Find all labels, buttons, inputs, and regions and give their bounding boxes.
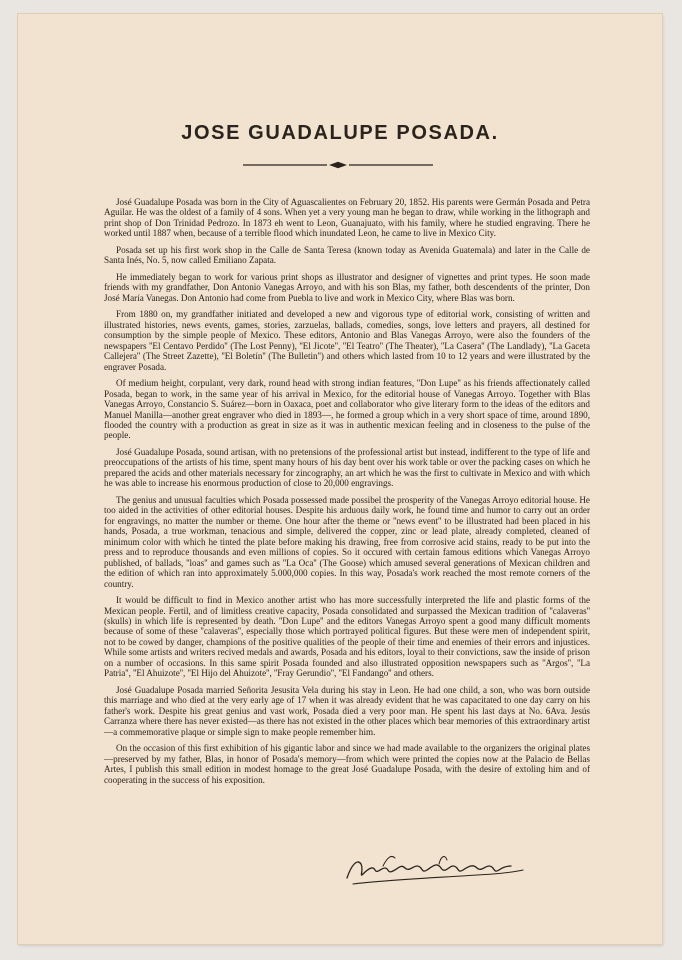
paragraph: Posada set up his first work shop in the Calle de Santa Teresa (known today as Avenida Guatemala) and later in the Calle de Santa Inés, No. 5, now called Emiliano Zapata. [104, 244, 590, 266]
paragraph: Of medium height, corpulant, very dark, round head with strong indian features, ''Don Lupe'' as his friends affectionately called Posada, began to work, in the same year of his arrival in Mexico, for the editorial house of Vanegas Arroyo. Together with Blas Vanegas Arroyo, Constancio S. Suárez—born in Oaxaca, poet and collaborator who give literary form to the ideas of the editors and Manuel Manilla—another great engraver who died in 1893—, he formed a group which in a very short space of time, around 1890, flooded the country with a production as great in size as it was in authentic mexican feeling and in closeness to the pulse of the people. [104, 378, 590, 441]
paragraph: On the occasion of this first exhibition of his gigantic labor and since we had made available to the organizers the original plates—preserved by my father, Blas, in honor of Posada's memory—from which were printed the copies now at the Palacio de Bellas Artes, I publish this small edition in modest homage to the great José Guadalupe Posada, with the desire of extoling him and of cooperating in the success of his exposition. [104, 743, 590, 785]
document-title: JOSE GUADALUPE POSADA. [181, 122, 499, 144]
paragraph: José Guadalupe Posada, sound artisan, with no pretensions of the professional artist but instead, indifferent to the type of life and preoccupations of the artists of his time, spent many hours of his day bent over his work table or over the packing cases on which he prepared the acids and other materials necessary for zincography, an art which he was the first to cultivate in Mexico and with which he was able to increase his enormous production of close to 20,000 engravings. [104, 446, 590, 489]
document-body [104, 197, 590, 791]
paragraph: It would be difficult to find in Mexico another artist who has more successfully interpreted the life and plastic forms of the Mexican people. Fertil, and of limitless creative capacity, Posada consolidated and surpassed the Mexican tradition of ''calaveras'' (skulls) in which life is represented by death. ''Don Lupe'' and the editors Vanegas Arroyo spent a good many difficult moments because of some of these ''calaveras'', especially those which portrayed political figures. But these were men of independent spirit, not to be cowed by danger, champions of the positive qualities of the people of their time and enemies of their errors and injustices. While some artists and writers recived medals and awards, Posada and his editors, loyal to their convictions, saw the inside of prison on a number of occasions. In this same spirit Posada founded and also illustrated opposition newspapers such as ''Argos'', ''La Patria'', ''El Ahuizote'', ''El Hijo del Ahuizote'', ''Fray Gerundio'', ''El Fandango'' and others. [104, 595, 590, 679]
paragraph: The genius and unusual faculties which Posada possessed made possibel the prosperity of the Vanegas Arroyo editorial house. He too aided in the activities of other editorial houses. Despite his arduous daily work, he found time and humor to carry out an order for engravings, no matter the number or theme. One hour after the theme or ''news event'' to be illustrated had been placed in his hands, Posada, a true workman, tenacious and simple, delivered the copper, zinc or lead plate, already completed, cleaned of minimum color with which he tinted the plate before making his drawing, free from corrosive acid stains, ready to be put into the press and to reproduce thousands and even millions of copies. So it occured with certain famous editions which Vanegas Arroyo published, of ballads, ''loas'' and games such as ''La Oca'' (The Goose) which amused several generations of Mexican children and the edition of which ran into approximately 5.000,000 copies. In this way, Posada's work reached the most remote corners of the country. [104, 494, 590, 589]
document-page [18, 14, 662, 944]
paragraph: José Guadalupe Posada was born in the City of Aguascalientes on February 20, 1852. His parents were Germán Posada and Petra Aguilar. He was the oldest of a family of 4 sons. When yet a very young man he began to draw, while working in the lithograph and print shop of Don Trinidad Pedrozo. In 1873 eh went to Leon, Guanajuato, with his family, where he studied engraving. There he worked until 1887 when, because of a terrible flood which inundated Leon, he came to live in Mexico City. [104, 197, 590, 239]
title-ornament-rule [243, 161, 433, 169]
paragraph: From 1880 on, my grandfather initiated and developed a new and vigorous type of editorial work, consisting of written and illustrated histories, news events, games, stories, zarzuelas, ballads, comedies, songs, love letters and prayers, all destined for consumption by the simple people of Mexico. These editors, Antonio and Blas Vanegas Arroyo, were also the founders of the newspapers ''El Centavo Perdido'' (The Lost Penny), ''El Jicote'', ''El Teatro'' (The Theater), ''La Casera'' (The Landlady), ''La Gaceta Callejera'' (The Street Zazette), ''El Boletín'' (The Bulletin'') and others which lasted from 10 to 12 years and were illustrated by the engraver Posada. [104, 309, 590, 372]
paragraph: He immediately began to work for various print shops as illustrator and designer of vignettes and print types. He soon made friends with my grandfather, Don Antonio Vanegas Arroyo, and with his son Blas, my father, both descendents of the printer, Don José María Vanegas. Don Antonio had come from Puebla to live and work in Mexico City, where Blas was born. [104, 271, 590, 303]
handwritten-signature [343, 844, 528, 894]
paragraph: José Guadalupe Posada married Señorita Jesusita Vela during his stay in Leon. He had one child, a son, who was born outside this marriage and who died at the very early age of 17 when it was already evident that he was capacitated to one day carry on his father's work. Despite his great genius and vast work, Posada died a very poor man. He spent his last days at No. 6Ava. Jesús Carranza where there has never existed—as there has not existed in the other places which bear memories of this extraordinary artist—a commemorative plaque or simple sign to make people remember him. [104, 684, 590, 737]
